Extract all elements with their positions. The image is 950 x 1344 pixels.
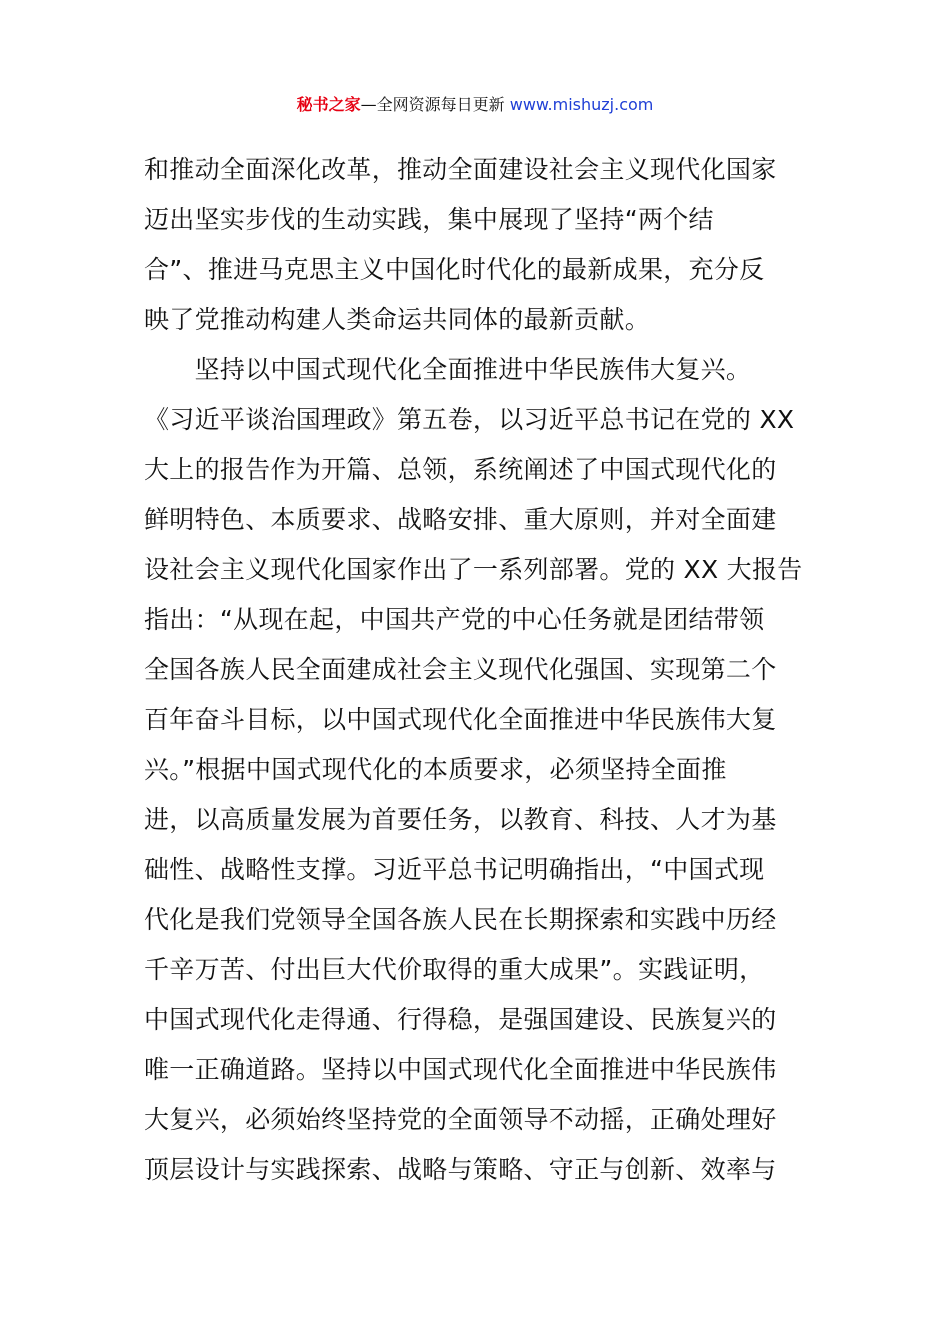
page-header [0, 88, 950, 122]
text-line: 映了党推动构建人类命运共同体的最新贡献。 [144, 305, 651, 334]
text-line: 千辛万苦、付出巨大代价取得的重大成果”。实践证明， [144, 955, 765, 984]
text-line: 代化是我们党领导全国各族人民在长期探索和实践中历经 [144, 905, 777, 934]
text-line: 《习近平谈治国理政》第五卷，以习近平总书记在党的 XX [144, 405, 795, 434]
document-body [144, 145, 810, 1195]
text-line: 大上的报告作为开篇、总领，系统阐述了中国式现代化的 [144, 455, 777, 484]
text-line: 础性、战略性支撑。习近平总书记明确指出，“中国式现 [144, 855, 765, 884]
site-tagline: —全网资源每日更新 [360, 95, 510, 114]
text-line: 全国各族人民全面建成社会主义现代化强国、实现第二个 [144, 655, 777, 684]
text-line: 合”、推进马克思主义中国化时代化的最新成果，充分反 [144, 255, 765, 284]
site-brand: 秘书之家 [296, 95, 361, 114]
text-line: 和推动全面深化改革，推动全面建设社会主义现代化国家 [144, 155, 777, 184]
site-url[interactable]: www.mishuzj.com [509, 95, 654, 114]
text-line: 坚持以中国式现代化全面推进中华民族伟大复兴。 [144, 355, 752, 384]
text-line: 进，以高质量发展为首要任务，以教育、科技、人才为基 [144, 805, 777, 834]
text-line: 设社会主义现代化国家作出了一系列部署。党的 XX 大报告 [144, 555, 803, 584]
text-line: 兴。”根据中国式现代化的本质要求，必须坚持全面推 [144, 755, 727, 784]
text-line: 迈出坚实步伐的生动实践，集中展现了坚持“两个结 [144, 205, 714, 234]
text-line: 中国式现代化走得通、行得稳，是强国建设、民族复兴的 [144, 1005, 777, 1034]
text-line: 鲜明特色、本质要求、战略安排、重大原则，并对全面建 [144, 505, 777, 534]
text-line: 指出：“从现在起，中国共产党的中心任务就是团结带领 [144, 605, 765, 634]
text-line: 唯一正确道路。坚持以中国式现代化全面推进中华民族伟 [144, 1055, 777, 1084]
text-line: 顶层设计与实践探索、战略与策略、守正与创新、效率与 [144, 1155, 777, 1184]
text-line: 大复兴，必须始终坚持党的全面领导不动摇，正确处理好 [144, 1105, 777, 1134]
text-line: 百年奋斗目标，以中国式现代化全面推进中华民族伟大复 [144, 705, 777, 734]
